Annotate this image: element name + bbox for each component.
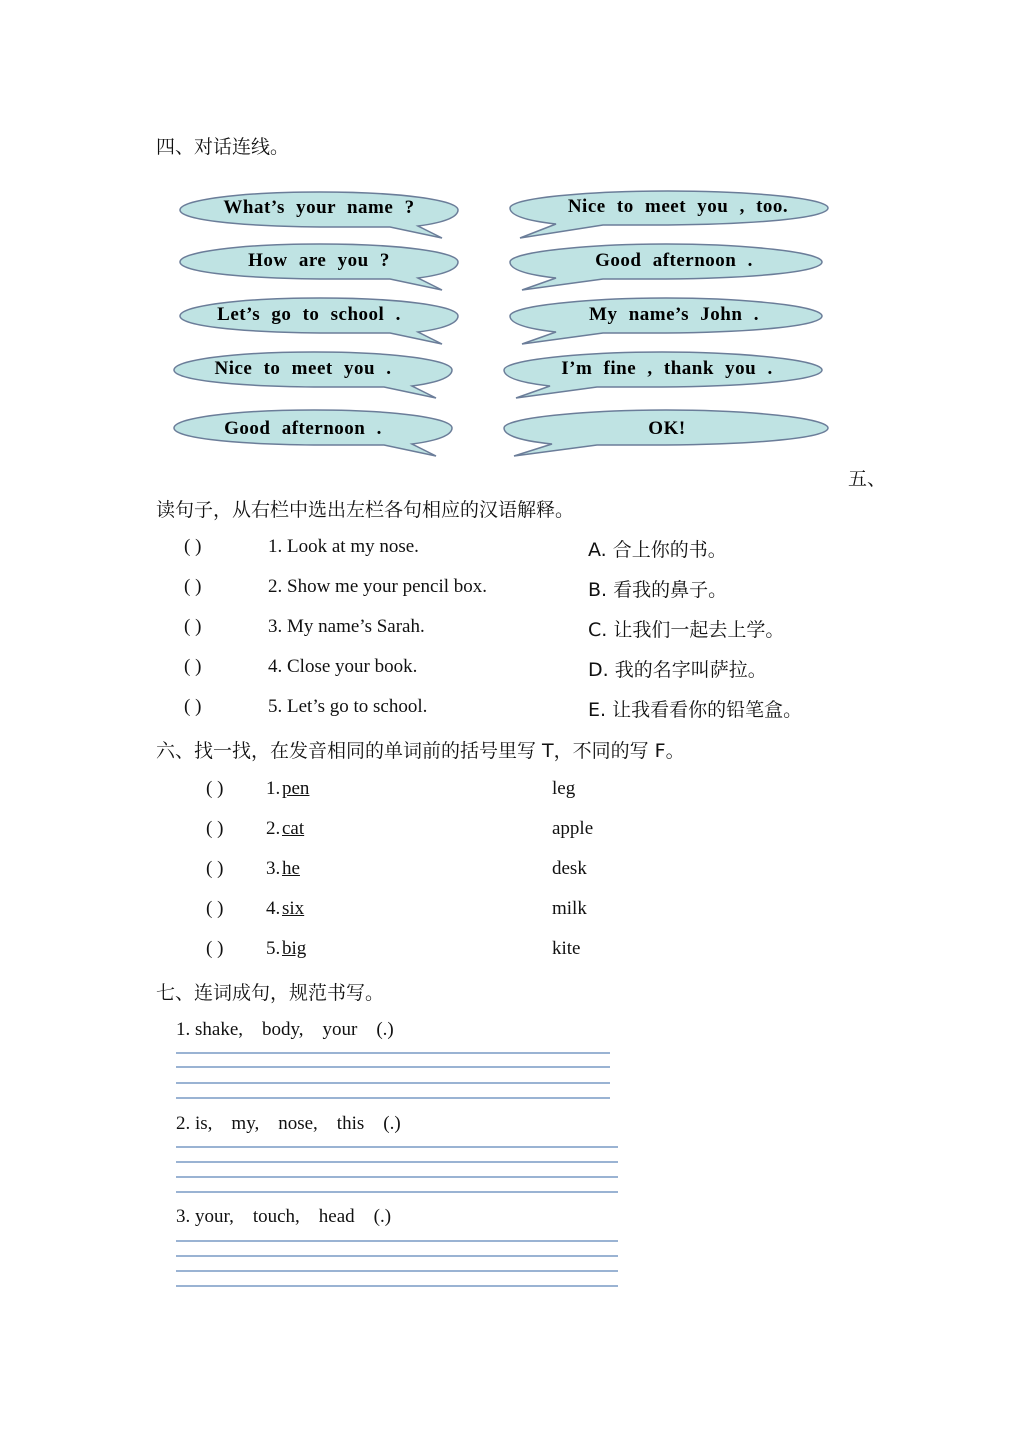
prompt-words: 1. shake, body, your (.) [176,1019,394,1040]
writing-line [176,1191,618,1193]
right-bubble-3[interactable] [508,294,824,354]
answer-blank[interactable]: ( ) [206,938,224,959]
option-text: D. 我的名字叫萨拉。 [588,659,767,681]
right-bubble-1[interactable] [508,186,830,246]
writing-line [176,1066,610,1068]
section5-title: 读句子，从右栏中选出左栏各句相应的汉语解释。 [156,499,575,521]
answer-blank[interactable]: ( ) [184,696,202,717]
right-bubble-1-text: Nice to meet you , too. [567,196,789,217]
prompt-words: 2. is, my, nose, this (.) [176,1113,401,1134]
answer-blank[interactable]: ( ) [184,536,202,557]
pair-word: kite [552,938,581,959]
left-bubble-5[interactable] [174,406,454,466]
left-bubble-4-text: Nice to meet you . [214,358,392,379]
writing-line [176,1176,618,1178]
pair-word: leg [552,778,576,799]
sentence-text: 5. Let’s go to school. [268,696,428,717]
pair-word: desk [552,858,587,879]
writing-line [176,1052,610,1054]
left-bubble-2-text: How are you ? [248,250,390,271]
answer-blank[interactable]: ( ) [184,656,202,677]
writing-line [176,1255,618,1257]
option-text: E. 让我看看你的铅笔盒。 [588,699,803,721]
item-number: 5. [266,938,281,959]
answer-blank[interactable]: ( ) [184,616,202,637]
word: big [282,938,307,959]
left-bubble-2[interactable] [180,240,460,300]
right-bubble-4[interactable] [502,348,824,408]
section6-title: 六、找一找，在发音相同的单词前的括号里写 T，不同的写 F。 [156,740,685,762]
sentence-text: 2. Show me your pencil box. [268,576,488,597]
word: pen [282,778,310,799]
writing-line [176,1285,618,1287]
sentence-text: 1. Look at my nose. [268,536,419,557]
right-bubble-3-text: My name’s John . [589,304,759,325]
writing-line [176,1240,618,1242]
writing-line [176,1097,610,1099]
item-number: 1. [266,778,281,799]
word: six [282,898,305,919]
section4-title: 四、对话连线。 [156,136,290,158]
prompt-words: 3. your, touch, head (.) [176,1206,392,1227]
answer-blank[interactable]: ( ) [206,898,224,919]
right-bubble-5[interactable] [502,406,832,466]
option-text: B. 看我的鼻子。 [588,579,728,601]
left-bubble-4[interactable] [174,348,454,408]
word: he [282,858,300,879]
pair-word: apple [552,818,594,839]
left-bubble-1-text: What’s your name ? [223,197,415,218]
sentence-text: 3. My name’s Sarah. [268,616,425,637]
right-bubble-2-text: Good afternoon . [595,250,753,271]
right-bubble-5-text: OK! [648,418,686,439]
right-bubble-2[interactable] [508,240,824,300]
option-text: A. 合上你的书。 [588,539,727,561]
sentence-text: 4. Close your book. [268,656,418,677]
section7-title: 七、连词成句，规范书写。 [156,982,385,1004]
answer-blank[interactable]: ( ) [206,778,224,799]
section5-number: 五、 [848,468,887,490]
writing-line [176,1146,618,1148]
answer-blank[interactable]: ( ) [184,576,202,597]
pair-word: milk [552,898,587,919]
writing-line [176,1082,610,1084]
item-number: 2. [266,818,281,839]
answer-blank[interactable]: ( ) [206,818,224,839]
option-text: C. 让我们一起去上学。 [588,619,785,641]
answer-blank[interactable]: ( ) [206,858,224,879]
word: cat [282,818,305,839]
writing-line [176,1161,618,1163]
left-bubble-3-text: Let’s go to school . [217,304,401,325]
writing-line [176,1270,618,1272]
item-number: 3. [266,858,281,879]
left-bubble-5-text: Good afternoon . [224,418,382,439]
right-bubble-4-text: I’m fine , thank you . [561,358,773,379]
item-number: 4. [266,898,281,919]
left-bubble-1[interactable] [180,186,460,246]
left-bubble-3[interactable] [180,294,460,354]
